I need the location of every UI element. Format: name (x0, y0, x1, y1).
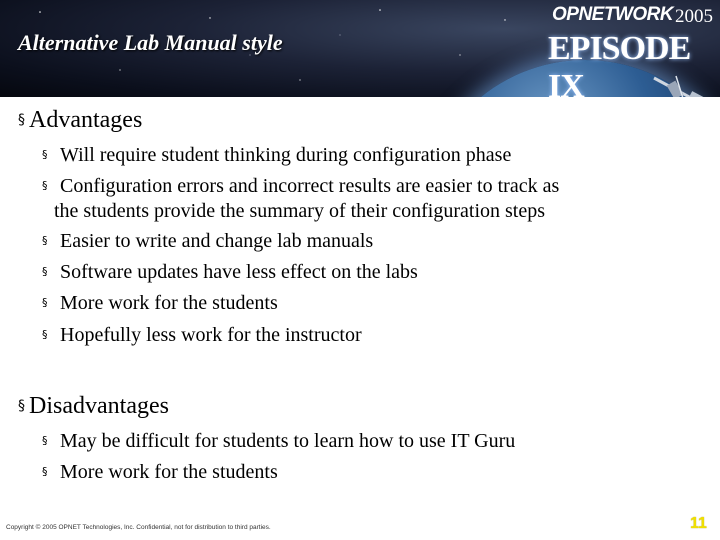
list-item: § Software updates have less effect on the labs (42, 261, 418, 283)
list-item: § May be difficult for students to learn how to use IT Guru (42, 430, 516, 452)
bullet-marker-icon: § (42, 234, 48, 247)
list-item: § Will require student thinking during configuration phase (42, 144, 512, 166)
brand-episode: EPISODE IX (548, 30, 691, 97)
list-item: § More work for the students (42, 292, 278, 314)
brand-name: OPNETWORK (552, 4, 674, 25)
list-item: § Hopefully less work for the instructor (42, 324, 362, 346)
bullet-marker-icon: § (42, 179, 48, 192)
list-item: § Easier to write and change lab manuals (42, 230, 374, 252)
bullet-marker-icon: § (18, 112, 25, 128)
page-number: 11 (690, 515, 707, 532)
section-heading-disadvantages: § Disadvantages (18, 393, 169, 419)
list-item: § More work for the students (42, 461, 278, 483)
bullet-marker-icon: § (42, 328, 48, 341)
bullet-marker-icon: § (42, 296, 48, 309)
brand-year: 2005 (675, 6, 713, 27)
bullet-marker-icon: § (42, 148, 48, 161)
bullet-marker-icon: § (42, 265, 48, 278)
bullet-marker-icon: § (42, 465, 48, 478)
copyright-footer: Copyright © 2005 OPNET Technologies, Inc. Confidential, not for distribution to third parties. (6, 524, 271, 531)
bullet-marker-icon: § (18, 398, 25, 414)
bullet-marker-icon: § (42, 434, 48, 447)
list-item-continuation: the students provide the summary of their configuration steps (54, 200, 546, 222)
slide-title: Alternative Lab Manual style (18, 30, 283, 55)
section-heading-advantages: § Advantages (18, 107, 143, 133)
list-item: § Configuration errors and incorrect results are easier to track as the students provide the summary of their configuration steps (42, 175, 560, 222)
